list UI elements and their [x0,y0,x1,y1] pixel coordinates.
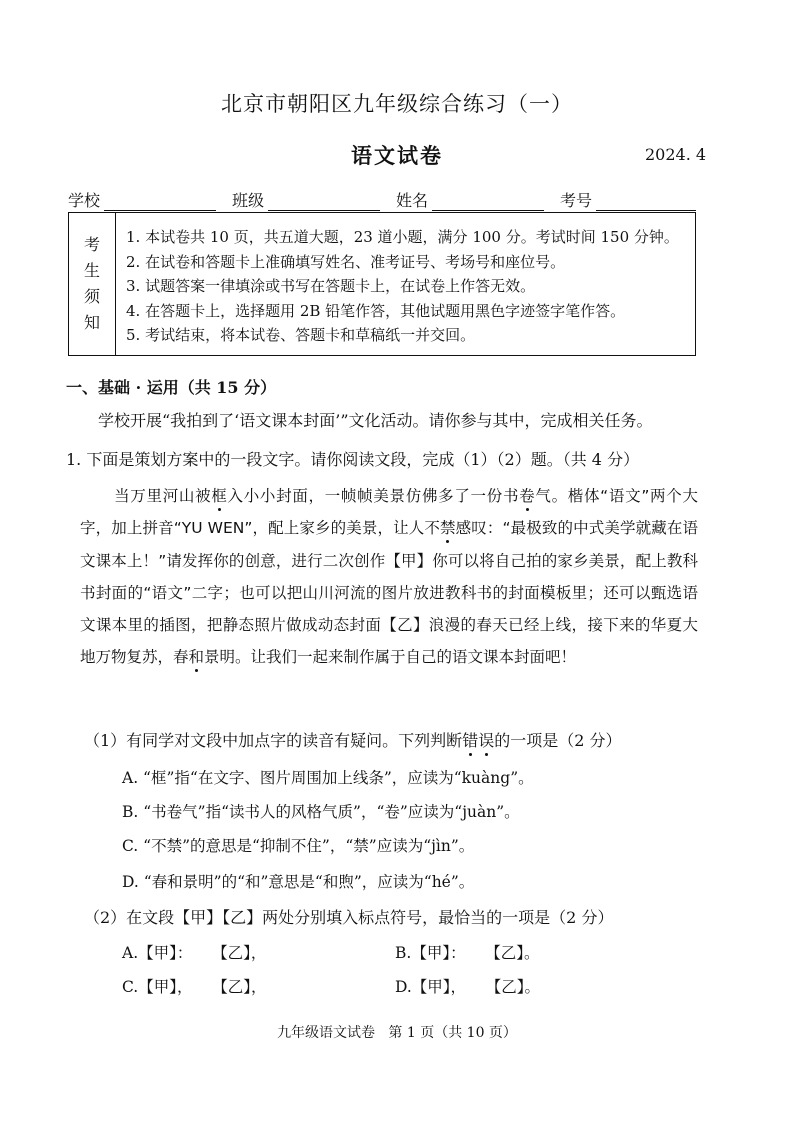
notice-item: 4. 在答题卡上，选择题用 2B 铅笔作答，其他试题用黑色字迹签字笔作答。 [126,301,626,320]
page-footer: 九年级语文试卷 第 1 页（共 10 页） [277,1025,517,1041]
section-intro: 学校开展“我拍到了‘语文课本封面’”文化活动。请你参与其中，完成相关任务。 [98,411,653,430]
option-d[interactable]: D.【甲】， 【乙】。 [395,978,541,996]
class-field[interactable]: 班级 [232,188,380,211]
school-field[interactable]: 学校 [68,188,216,211]
option-d[interactable]: D. “春和景明”的“和”意思是“和煦”，应读为“hé”。 [122,873,475,891]
name-field[interactable]: 姓名 [396,188,544,211]
exam-number-field[interactable]: 考号 [560,188,696,211]
option-b[interactable]: B. “书卷气”指“读书人的风格气质”，“卷”应读为“juàn”。 [122,803,520,821]
exam-title: 北京市朝阳区九年级综合练习（一） [221,92,573,116]
option-c[interactable]: C. “不禁”的意思是“抑制不住”，“禁”应读为“jìn”。 [122,837,475,855]
notice-label: 考 生 须 知 [69,213,116,355]
student-info-fields [68,188,696,211]
notice-item: 1. 本试卷共 10 页，共五道大题，23 道小题，满分 100 分。考试时间 150 分钟。 [126,228,679,246]
notice-items [116,213,679,355]
option-a[interactable]: A. “框”指“在文字、图片周围加上线条”，应读为“kuàng”。 [122,769,534,787]
option-c[interactable]: C.【甲】， 【乙】， [122,978,267,996]
notice-item: 3. 试题答案一律填涂或书写在答题卡上，在试卷上作答无效。 [126,277,536,295]
notice-item: 2. 在试卷和答题卡上准确填写姓名、准考证号、考场号和座位号。 [126,252,566,271]
dotted-char: 卷 [519,487,536,505]
option-a[interactable]: A.【甲】： 【乙】， [122,944,267,962]
exam-date: 2024. 4 [645,145,707,164]
exam-subtitle: 语文试卷 [351,143,443,168]
section-heading: 一、基础 · 运用（共 15 分） [66,378,277,397]
dotted-char: 框 [211,487,228,505]
notice-item: 5. 考试结束，将本试卷、答题卡和草稿纸一并交回。 [126,326,476,344]
exam-notice-box [68,212,696,356]
sub-question-2-stem: （2）在文段【甲】【乙】两处分别填入标点符号，最恰当的一项是（2 分） [84,908,614,927]
reading-passage: 当万里河山被框入小小封面，一帧帧美景仿佛多了一份书卷气。楷体“语文”两个大字，加上拼音“YU WEN”，配上家乡的美景，让人不禁感叹：“最极致的中式美学就藏在语文课本上！”请发挥你的创意，进行二次创作【甲】你可以将自己拍的家乡美景，配上教科书封面的“语文”二字；也可以把山川河流的图片放进教科书的封面模板里；还可以甄选语文课本里的插图，把静态照片做成动态封面【乙】浪漫的春天已经上线，接下来的华夏大地万物复苏，春和景明。让我们一起来制作属于自己的语文课本封面吧！ [80,487,698,667]
dotted-char: 禁 [439,519,456,538]
question-1-stem: 1. 下面是策划方案中的一段文字。请你阅读文段，完成（1）（2）题。（共 4 分） [66,450,640,469]
sub-question-1-stem: （1）有同学对文段中加点字的读音有疑问。下列判断错误的一项是（2 分） [84,731,622,750]
option-b[interactable]: B.【甲】： 【乙】。 [395,944,540,962]
dotted-char: 和 [188,648,205,667]
